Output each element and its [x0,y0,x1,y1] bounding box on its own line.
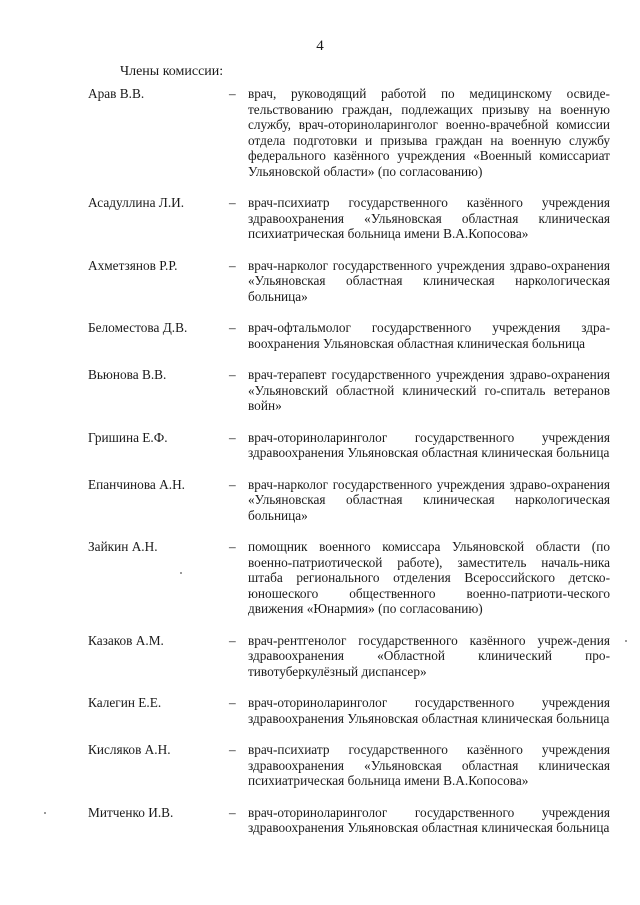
member-description: врач-нарколог государственного учреждения здраво-охранения «Ульяновская областная клиническая наркологическая больница» [248,257,610,304]
member-description: врач-рентгенолог государственного казённого учреж-дения здравоохранения «Областной клинический про-тивотуберкулёзный диспансер» [248,632,610,679]
member-entry [0,320,640,351]
member-name: Гришина Е.Ф. [88,429,168,445]
member-dash: – [229,429,236,445]
member-entry [0,258,640,305]
member-entry [0,367,640,414]
member-dash: – [229,257,236,273]
member-name: Арав В.В. [88,86,145,101]
member-dash: – [229,320,236,335]
members-list [0,86,640,852]
member-name: Зайкин А.Н. [88,539,158,554]
member-dash: – [229,539,236,554]
member-name: Ахметзянов Р.Р. [88,257,178,273]
section-heading: Члены комиссии: [120,64,224,79]
member-entry [0,633,640,680]
member-entry [0,86,640,179]
member-name: Казаков А.М. [88,632,164,648]
scan-speck [625,640,627,642]
member-entry [0,195,640,242]
member-entry [0,539,640,617]
member-description: врач, руководящий работой по медицинскому освиде-тельствованию граждан, подлежащих призыву на военную службу, врач-оториноларинголог военно-врачебной комиссии отдела подготовки и призыва граждан на военную службу федерального казённого учреждения «Военный комиссариат Ульяновской области» (по согласованию) [248,86,610,179]
member-description: врач-оториноларинголог государственного учреждения здравоохранения Ульяновская областная клиническая больница [248,429,610,460]
member-dash: – [229,742,236,757]
scan-speck [44,812,46,814]
member-name: Вьюнова В.В. [88,367,167,382]
member-dash: – [229,86,236,101]
page-number: 4 [316,38,324,54]
member-dash: – [229,367,236,382]
member-name: Асадуллина Л.И. [88,195,185,210]
member-entry [0,430,640,461]
member-dash: – [229,695,236,710]
member-name: Митченко И.В. [88,804,174,820]
member-description: помощник военного комиссара Ульяновской области (по военно-патриотической работе), заместитель началь-ника штаба регионального отделения Всероссийского детско-юношеского общественного военно-патриоти-ческого движения «Юнармия» (по согласованию) [248,539,610,616]
member-name: Калегин Е.Е. [88,695,162,710]
member-entry [0,477,640,524]
member-dash: – [229,195,236,210]
member-description: врач-психиатр государственного казённого учреждения здравоохранения «Ульяновская областная клиническая психиатрическая больница имени В.А.Копосова» [248,195,610,241]
member-entry [0,805,640,836]
member-dash: – [229,476,236,492]
member-description: врач-оториноларинголог государственного учреждения здравоохранения Ульяновская областная клиническая больница [248,804,610,835]
member-description: врач-психиатр государственного казённого учреждения здравоохранения «Ульяновская областная клиническая психиатрическая больница имени В.А.Копосова» [248,742,610,788]
member-description: врач-оториноларинголог государственного учреждения здравоохранения Ульяновская областная клиническая больница [248,695,610,726]
member-description: врач-офтальмолог государственного учреждения здра-воохранения Ульяновская областная клиническая больница [248,320,610,351]
member-dash: – [229,632,236,648]
member-dash: – [229,804,236,820]
member-name: Кисляков А.Н. [88,742,171,757]
member-description: врач-нарколог государственного учреждения здраво-охранения «Ульяновская областная клиническая наркологическая больница» [248,476,610,523]
member-description: врач-терапевт государственного учреждения здраво-охранения «Ульяновский областной клинический го-спиталь ветеранов войн» [248,367,610,413]
member-entry [0,695,640,726]
member-name: Беломестова Д.В. [88,320,188,335]
member-entry [0,742,640,789]
scan-speck [180,572,182,574]
member-name: Епанчинова А.Н. [88,476,186,492]
